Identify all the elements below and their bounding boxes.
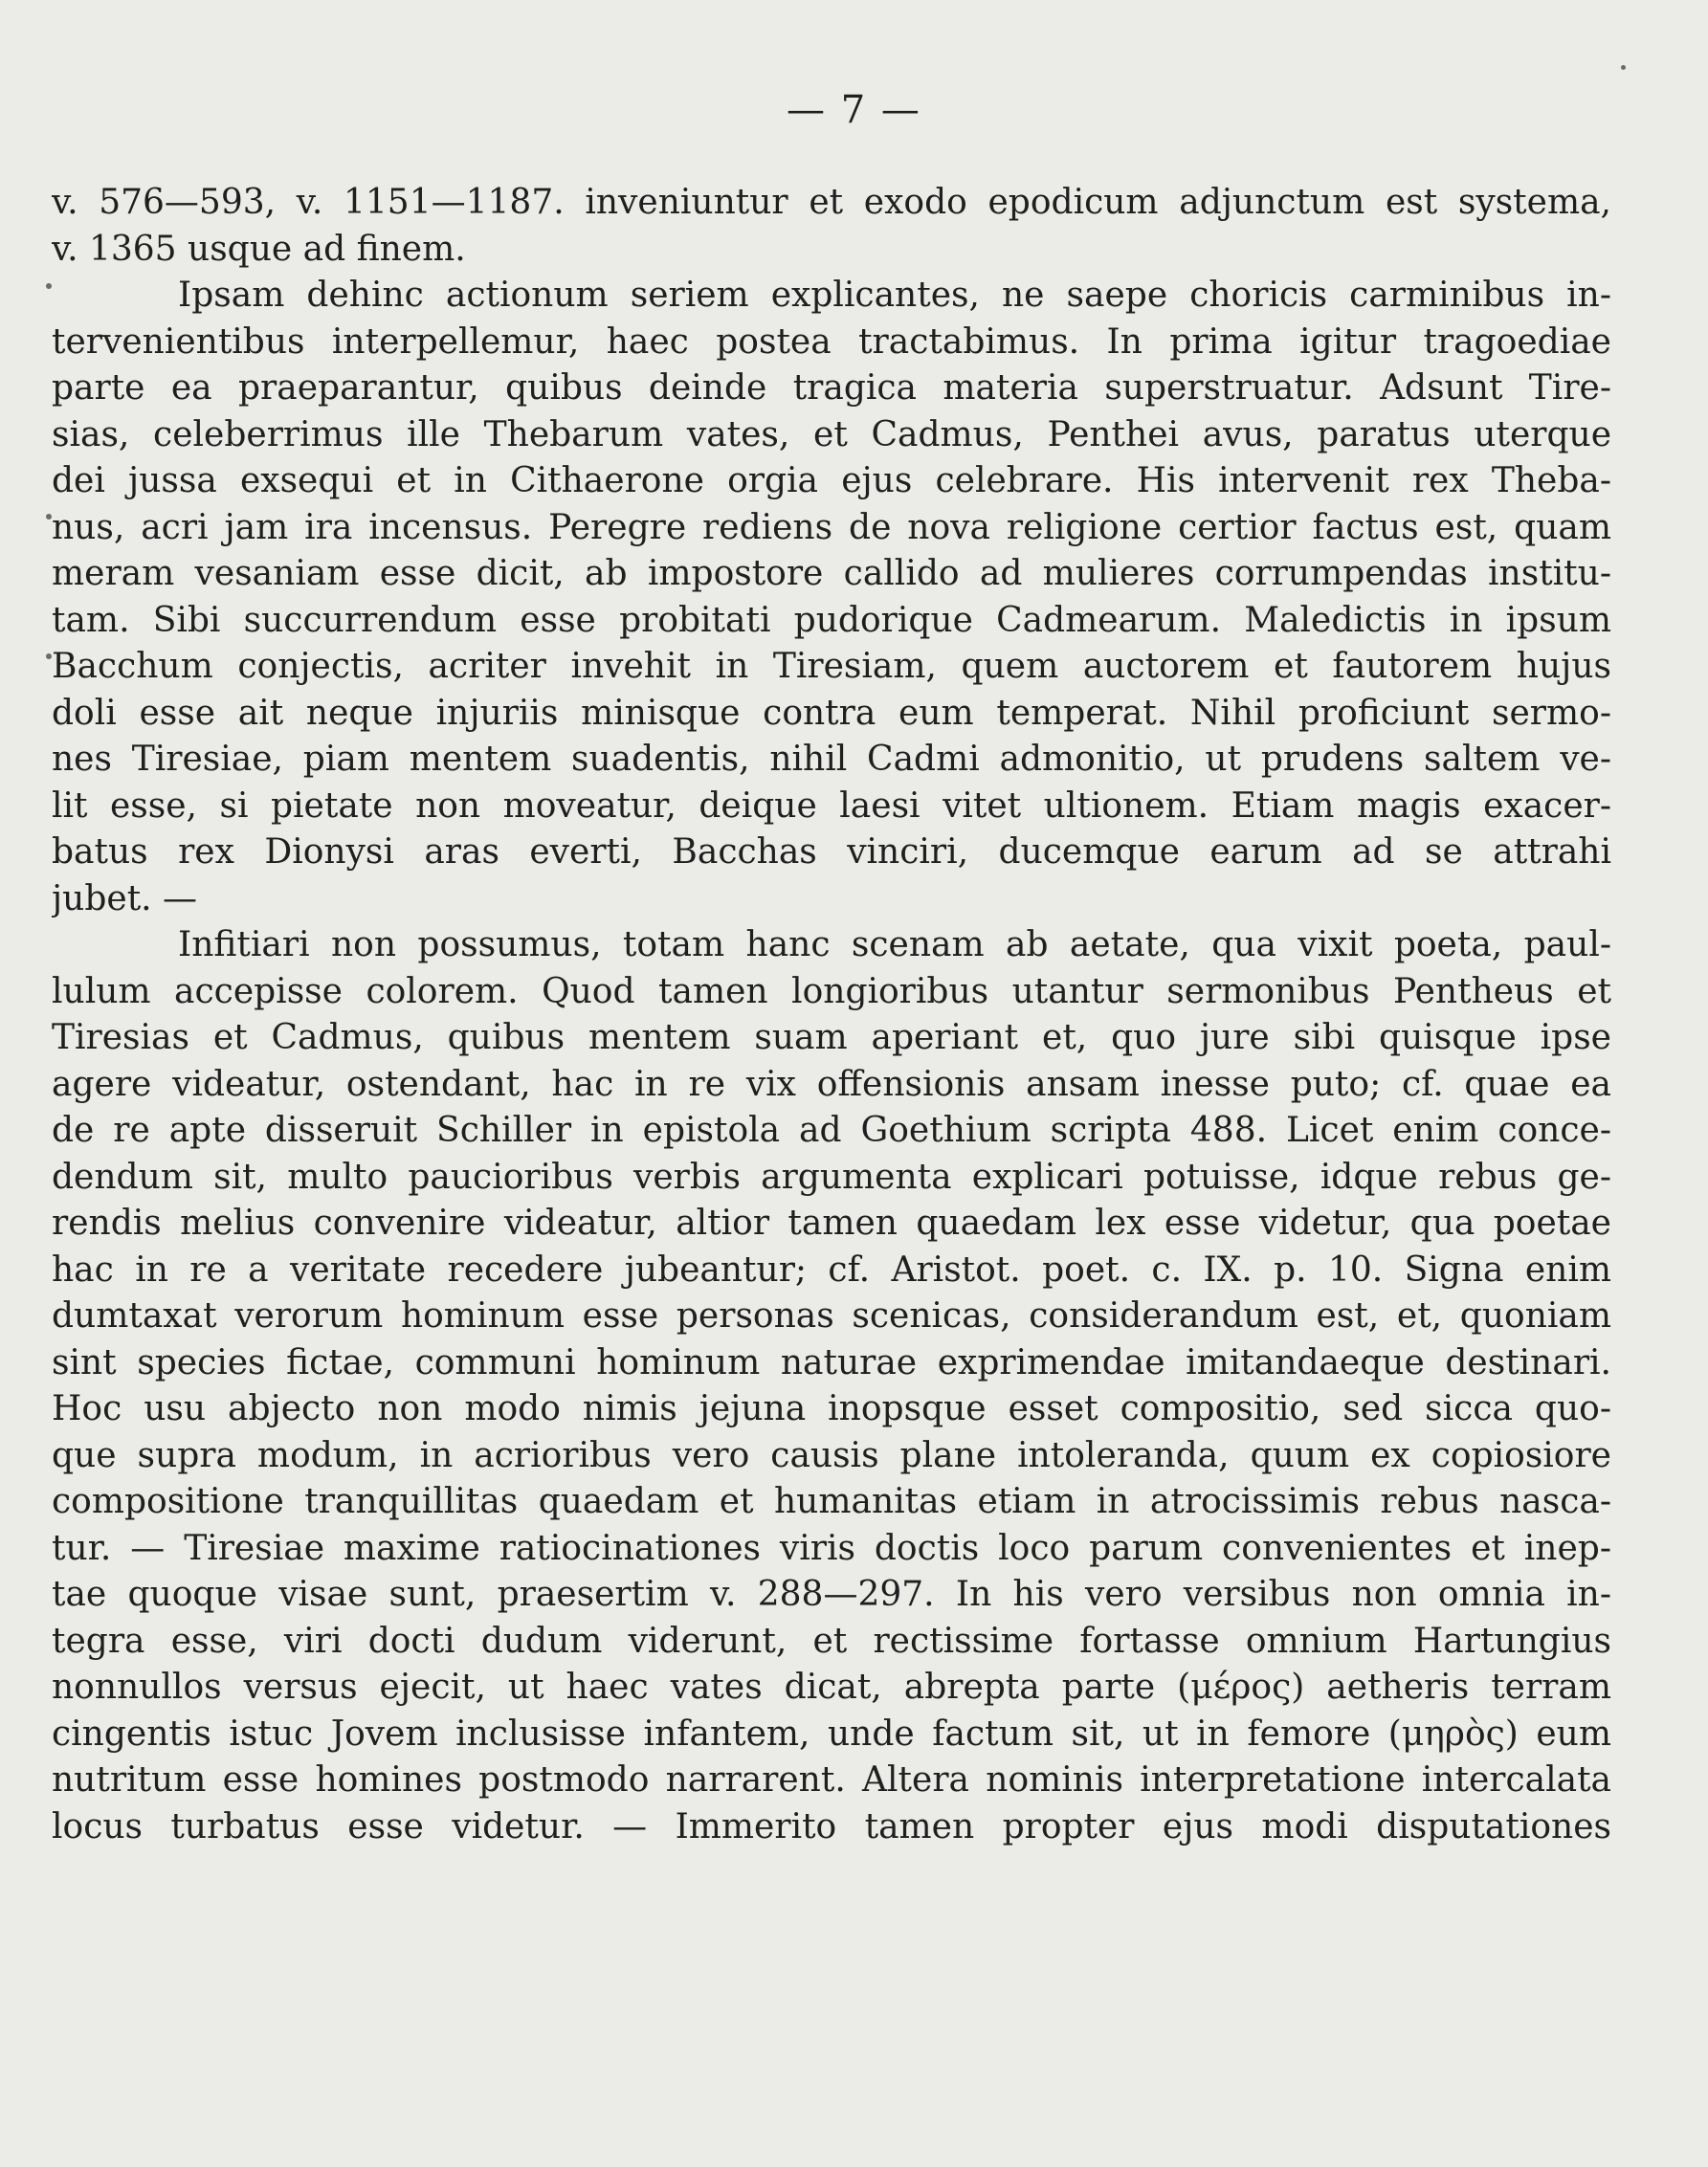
text-line: Ipsam dehinc actionum seriem explicantes, ne saepe choricis carminibus in-: [178, 276, 1611, 315]
scan-speck: [46, 283, 52, 289]
text-line: nutritum esse homines postmodo narrarent. Altera nominis interpretatione intercalata: [52, 1760, 1611, 1800]
text-line: tur. — Tiresiae maxime ratiocinationes viris doctis loco parum convenientes et inep-: [52, 1528, 1611, 1568]
text-line: jubet. —: [52, 878, 198, 918]
text-line: tam. Sibi succurrendum esse probitati pudorique Cadmearum. Maledictis in ipsum: [52, 600, 1611, 640]
text-line: cingentis istuc Jovem inclusisse infantem, unde factum sit, ut in femore (μηρὸς) eum: [52, 1714, 1611, 1754]
text-line: dumtaxat verorum hominum esse personas scenicas, considerandum est, et, quoniam: [52, 1296, 1611, 1336]
scan-speck: [46, 653, 52, 659]
text-line: dendum sit, multo paucioribus verbis argumenta explicari potuisse, idque rebus ge-: [52, 1157, 1611, 1197]
scan-speck: [1621, 65, 1626, 70]
text-line: meram vesaniam esse dicit, ab impostore callido ad mulieres corrumpendas institu-: [52, 554, 1611, 593]
text-line: tae quoque visae sunt, praesertim v. 288—297. In his vero versibus non omnia in-: [52, 1575, 1611, 1614]
text-line: que supra modum, in acrioribus vero causis plane intoleranda, quum ex copiosiore: [52, 1435, 1611, 1475]
text-line: hac in re a veritate recedere jubeantur; cf. Aristot. poet. c. IX. p. 10. Signa enim: [52, 1249, 1611, 1290]
text-line: Tiresias et Cadmus, quibus mentem suam aperiant et, quo jure sibi quisque ipse: [52, 1018, 1611, 1057]
text-line: v. 576—593, v. 1151—1187. inveniuntur et exodo epodicum adjunctum est systema,: [52, 183, 1611, 222]
text-line: batus rex Dionysi aras everti, Bacchas vinciri, ducemque earum ad se attrahi: [52, 832, 1611, 872]
text-line: Hoc usu abjecto non modo nimis jejuna inopsque esset compositio, sed sicca quo-: [52, 1389, 1611, 1428]
text-line: Bacchum conjectis, acriter invehit in Tiresiam, quem auctorem et fautorem hujus: [52, 647, 1611, 686]
text-line: lit esse, si pietate non moveatur, deique laesi vitet ultionem. Etiam magis exacer-: [52, 785, 1611, 826]
text-line: rendis melius convenire videatur, altior tamen quaedam lex esse videtur, qua poetae: [52, 1204, 1611, 1243]
text-line: compositione tranquillitas quaedam et humanitas etiam in atrocissimis rebus nasca-: [52, 1482, 1611, 1521]
text-line: lulum accepisse colorem. Quod tamen longioribus utantur sermonibus Pentheus et: [52, 971, 1611, 1011]
text-line: nonnullos versus ejecit, ut haec vates dicat, abrepta parte (μέρος) aetheris terram: [52, 1668, 1611, 1707]
text-line: nes Tiresiae, piam mentem suadentis, nihil Cadmi admonitio, ut prudens saltem ve-: [52, 740, 1611, 779]
text-line: nus, acri jam ira incensus. Peregre rediens de nova religione certior factus est, quam: [52, 507, 1611, 547]
text-line: v. 1365 usque ad finem.: [52, 229, 466, 269]
text-line: Infitiari non possumus, totam hanc scenam ab aetate, qua vixit poeta, paul-: [178, 925, 1611, 964]
text-line: tegra esse, viri docti dudum viderunt, et rectissime fortasse omnium Hartungius: [52, 1621, 1611, 1661]
text-line: tervenientibus interpellemur, haec postea tractabimus. In prima igitur tragoediae: [52, 321, 1611, 362]
text-line: sint species fictae, communi hominum naturae exprimendae imitandaeque destinari.: [52, 1342, 1611, 1382]
text-line: de re apte disseruit Schiller in epistola ad Goethium scripta 488. Licet enim conce-: [52, 1111, 1611, 1150]
text-line: doli esse ait neque injuriis minisque contra eum temperat. Nihil proficiunt sermo-: [52, 693, 1611, 733]
page-number: — 7 —: [787, 88, 921, 132]
body-text: [52, 180, 1611, 1850]
text-line: agere videatur, ostendant, hac in re vix offensionis ansam inesse puto; cf. quae ea: [52, 1064, 1611, 1104]
text-line: dei jussa exsequi et in Cithaerone orgia ejus celebrare. His intervenit rex Theba-: [52, 461, 1611, 500]
text-line: parte ea praeparantur, quibus deinde tragica materia superstruatur. Adsunt Tire-: [52, 368, 1611, 408]
text-line: sias, celeberrimus ille Thebarum vates, et Cadmus, Penthei avus, paratus uterque: [52, 414, 1611, 454]
scan-speck: [46, 514, 52, 520]
text-line: locus turbatus esse videtur. — Immerito tamen propter ejus modi disputationes: [52, 1806, 1611, 1846]
